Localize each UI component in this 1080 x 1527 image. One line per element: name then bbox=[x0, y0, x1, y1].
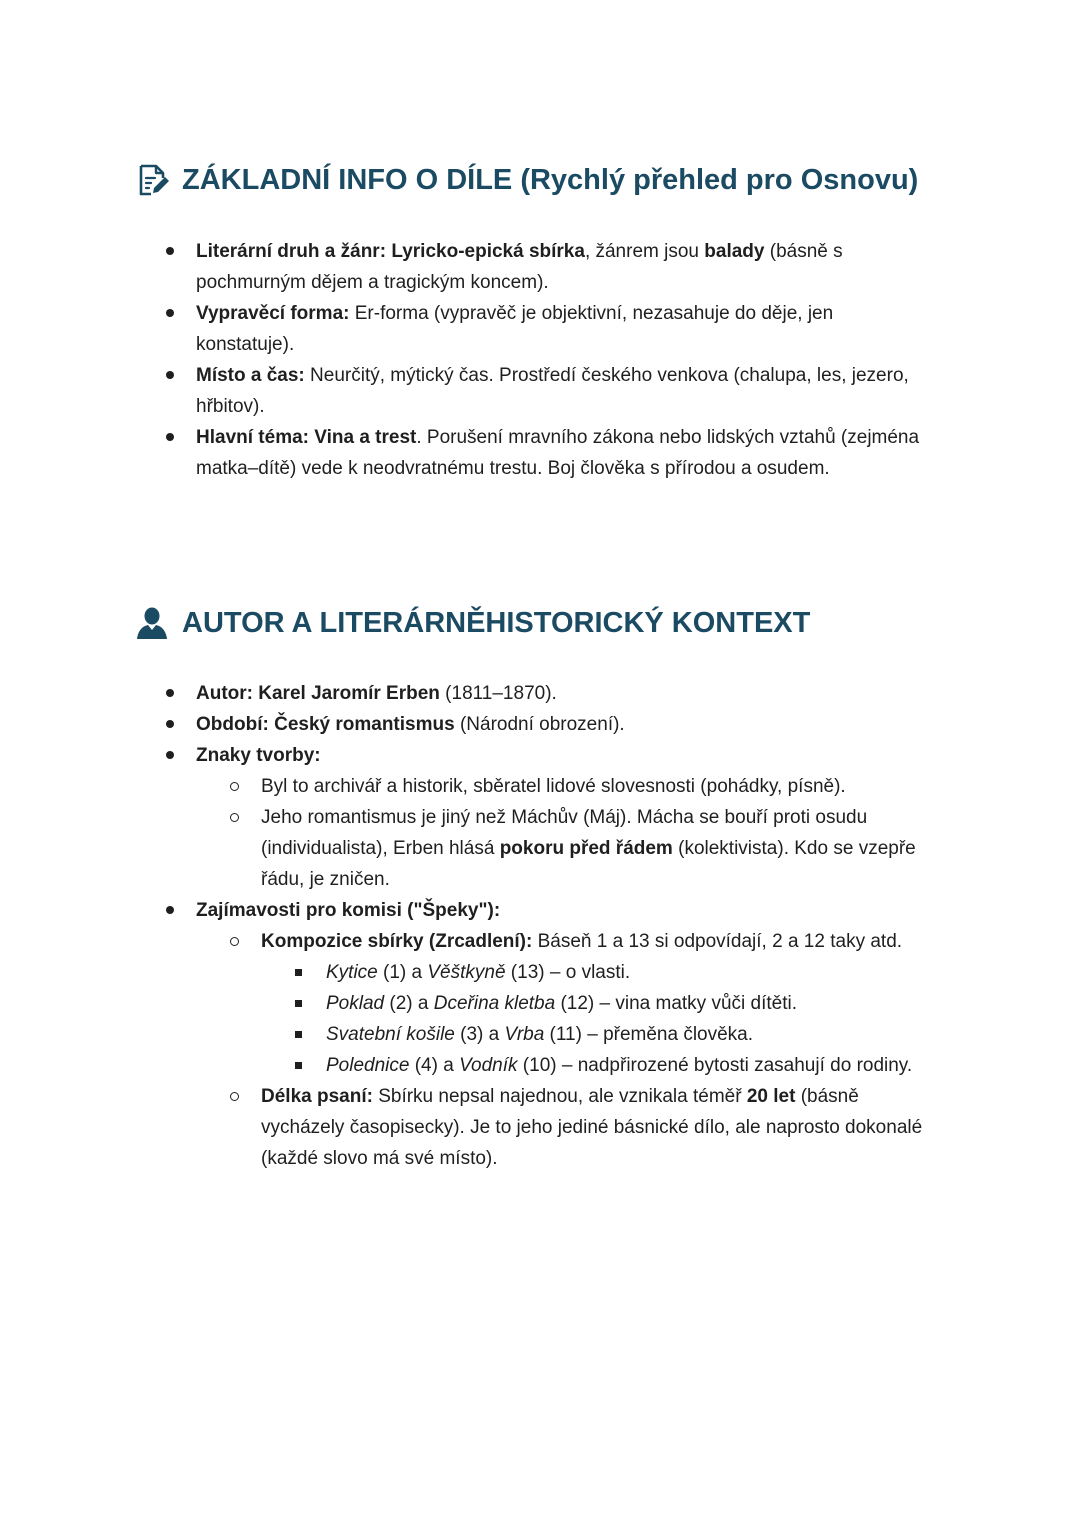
item-label: Místo a čas: bbox=[196, 365, 305, 386]
item-text: (11) – přeměna člověka. bbox=[544, 1024, 754, 1045]
poem-title: Vrba bbox=[504, 1024, 545, 1045]
item-text: (1811–1870). bbox=[439, 683, 557, 704]
item-text: Er-forma (vypravěč je objektivní, nezasahuje do děje, jen konstatuje). bbox=[196, 303, 834, 355]
pair-item bbox=[326, 1019, 936, 1050]
item-text: (básně s pochmurným dějem a tragickým koncem). bbox=[196, 241, 843, 293]
item-text: (2) a bbox=[384, 993, 434, 1014]
item-text: Jeho romantismus je jiný než Máchův (Máj). Mácha se bouří proti osudu (individualista), Erben hlásá bbox=[261, 807, 868, 859]
item-text: . Porušení mravního zákona nebo lidských vztahů (zejména matka–dítě) vede k neodvratnému trestu. Boj člověka s přírodou a osudem. bbox=[196, 427, 920, 479]
list-item bbox=[196, 236, 936, 298]
item-text: Sbírku nepsal najednou, ale vznikala téměř bbox=[372, 1086, 747, 1107]
sub-list bbox=[261, 771, 936, 895]
item-text: Báseň 1 a 13 si odpovídají, 2 a 12 taky atd. bbox=[532, 931, 903, 952]
pairs-list bbox=[326, 957, 936, 1081]
poem-title: Poklad bbox=[326, 993, 385, 1014]
item-label: Kompozice sbírky (Zrcadlení): bbox=[261, 931, 533, 952]
poem-title: Věštkyně bbox=[427, 962, 506, 983]
sub-list bbox=[261, 926, 936, 1174]
item-label: Autor: bbox=[196, 683, 253, 704]
item-text: (12) – vina matky vůči dítěti. bbox=[555, 993, 798, 1014]
poem-title: Polednice bbox=[326, 1055, 410, 1076]
person-icon bbox=[136, 606, 170, 640]
pair-item bbox=[326, 1050, 936, 1081]
list-item bbox=[196, 360, 936, 422]
item-strong: 20 let bbox=[746, 1086, 796, 1107]
item-text: , žánrem jsou bbox=[584, 241, 705, 262]
item-text: (kolektivista). Kdo se vzepře řádu, je zničen. bbox=[261, 838, 916, 890]
item-strong: pokoru před řádem bbox=[499, 838, 673, 859]
item-text: (13) – o vlasti. bbox=[505, 962, 631, 983]
list-item bbox=[196, 895, 936, 1174]
section-heading-text: AUTOR A LITERÁRNĚHISTORICKÝ KONTEXT bbox=[182, 606, 811, 639]
basic-info-list bbox=[196, 236, 936, 484]
poem-title: Kytice bbox=[326, 962, 378, 983]
poem-title: Vodník bbox=[459, 1055, 518, 1076]
item-label: Délka psaní: bbox=[261, 1086, 373, 1107]
item-text: (10) – nadpřirozené bytosti zasahují do rodiny. bbox=[517, 1055, 913, 1076]
sub-list-item bbox=[261, 926, 936, 1081]
item-text: (básně vycházely časopisecky). Je to jeho jediné básnické dílo, ale naprosto dokonalé (každé slovo má své místo). bbox=[261, 1086, 923, 1169]
item-label: Literární druh a žánr: bbox=[196, 241, 387, 262]
document-edit-icon bbox=[136, 163, 170, 197]
item-label: Období: bbox=[196, 714, 269, 735]
sub-list-item bbox=[261, 1081, 936, 1174]
poem-title: Svatební košile bbox=[326, 1024, 455, 1045]
item-strong: Vina a trest bbox=[314, 427, 417, 448]
list-item bbox=[196, 298, 936, 360]
item-text: (4) a bbox=[409, 1055, 460, 1076]
item-label: Zajímavosti pro komisi ("Špeky"): bbox=[196, 900, 501, 921]
item-strong: balady bbox=[704, 241, 765, 262]
pair-item bbox=[326, 988, 936, 1019]
item-text: Neurčitý, mýtický čas. Prostředí českého venkova (chalupa, les, jezero, hřbitov). bbox=[196, 365, 909, 417]
item-text: Byl to archivář a historik, sběratel lidové slovesnosti (pohádky, písně). bbox=[261, 776, 846, 797]
item-text: (3) a bbox=[454, 1024, 505, 1045]
section-heading-text: ZÁKLADNÍ INFO O DÍLE (Rychlý přehled pro Osnovu) bbox=[182, 163, 919, 196]
list-item bbox=[196, 709, 936, 740]
poem-title: Dceřina kletba bbox=[433, 993, 556, 1014]
item-label: Vypravěcí forma: bbox=[196, 303, 350, 324]
item-label: Hlavní téma: bbox=[196, 427, 309, 448]
sub-list-item bbox=[261, 771, 936, 802]
item-text: (1) a bbox=[377, 962, 428, 983]
section-heading-basic-info bbox=[136, 163, 918, 197]
item-text: (Národní obrození). bbox=[454, 714, 625, 735]
item-strong: Lyricko-epická sbírka bbox=[391, 241, 585, 262]
item-strong: Karel Jaromír Erben bbox=[258, 683, 440, 704]
item-strong: Český romantismus bbox=[274, 714, 455, 735]
author-list bbox=[196, 678, 936, 1174]
section-heading-author bbox=[136, 606, 810, 640]
list-item bbox=[196, 422, 936, 484]
pair-item bbox=[326, 957, 936, 988]
item-label: Znaky tvorby: bbox=[196, 745, 321, 766]
list-item bbox=[196, 678, 936, 709]
list-item bbox=[196, 740, 936, 895]
sub-list-item bbox=[261, 802, 936, 895]
